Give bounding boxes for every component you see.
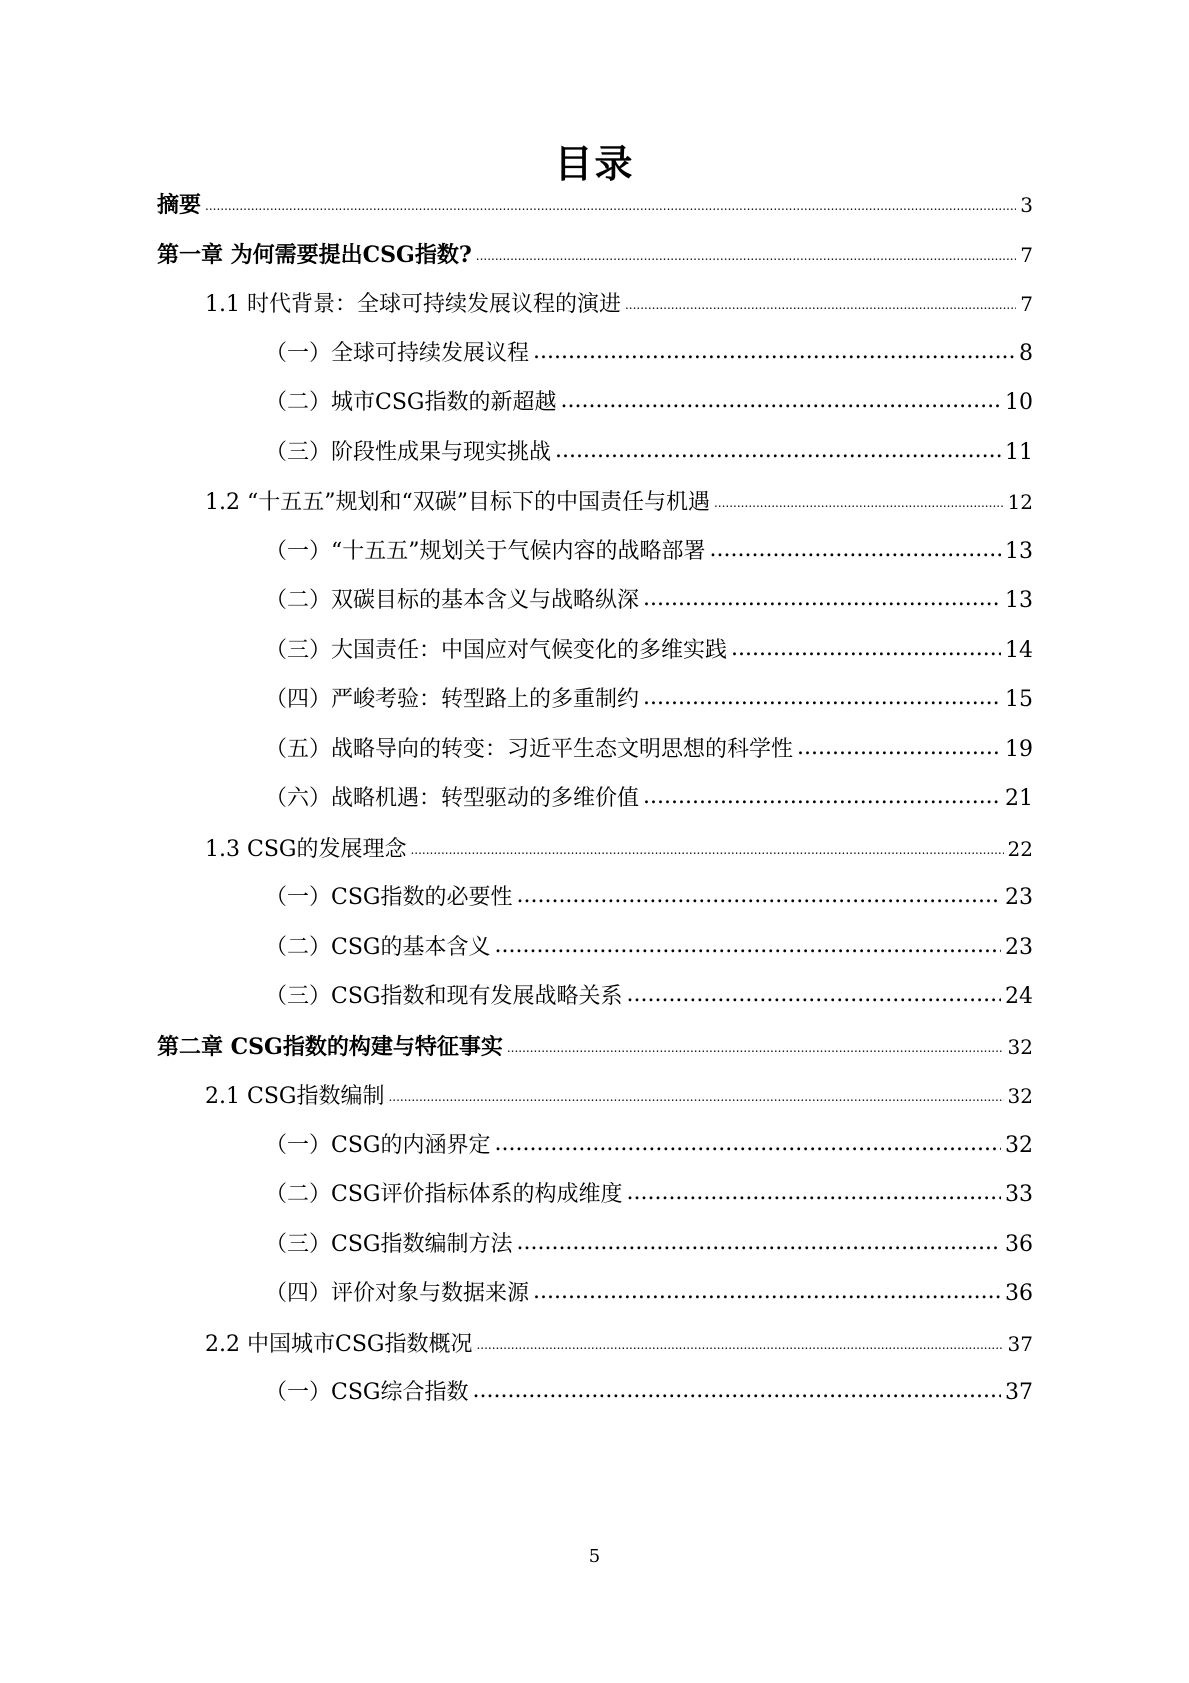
- toc-entry-level-3[interactable]: [265, 1129, 1033, 1163]
- toc-entry-level-3[interactable]: [265, 1178, 1033, 1212]
- toc-entry-label: （三）阶段性成果与现实挑战: [265, 439, 552, 465]
- dot-leader: [516, 879, 1001, 913]
- toc-entry-label: 摘要: [157, 192, 202, 218]
- toc-entry-page-number: 15: [1005, 687, 1033, 712]
- toc-entry-label: （二）城市CSG指数的新超越: [265, 390, 557, 415]
- dot-leader: [205, 189, 1016, 223]
- dot-leader: [643, 681, 1001, 715]
- toc-entry-label: 1.1 时代背景：全球可持续发展议程的演进: [205, 292, 621, 317]
- dot-leader: [560, 384, 1001, 418]
- toc-entry-label: （四）严峻考验：转型路上的多重制约: [265, 687, 640, 712]
- toc-entry-label: （一）CSG综合指数: [265, 1380, 469, 1405]
- toc-entry-level-3[interactable]: [265, 980, 1033, 1014]
- toc-title: 目录: [554, 141, 635, 186]
- page-number: 5: [588, 1546, 601, 1567]
- dot-leader: [643, 582, 1001, 616]
- toc-entry-level-2[interactable]: [205, 287, 1033, 321]
- toc-entry-level-3[interactable]: [265, 1228, 1033, 1262]
- toc-entry-label: （一）CSG指数的必要性: [265, 885, 513, 910]
- toc-entry-level-2[interactable]: [205, 832, 1033, 866]
- dot-leader: [710, 533, 1002, 567]
- toc-entry-page-number: 32: [1007, 1084, 1033, 1108]
- toc-entry-level-1[interactable]: [157, 1030, 1033, 1064]
- toc-entry-label: （一）全球可持续发展议程: [265, 340, 530, 366]
- toc-entry-level-3[interactable]: [265, 634, 1033, 668]
- toc-entry-page-number: 32: [1005, 1132, 1033, 1158]
- toc-entry-level-3[interactable]: [265, 386, 1033, 420]
- toc-entry-level-3[interactable]: [265, 1277, 1033, 1311]
- dot-leader: [533, 1275, 1001, 1309]
- toc-entry-page-number: 11: [1005, 439, 1033, 465]
- dot-leader: [516, 1226, 1001, 1260]
- toc-entry-level-3[interactable]: [265, 881, 1033, 915]
- toc-entry-page-number: 3: [1020, 193, 1033, 217]
- toc-entry-level-1[interactable]: [157, 238, 1033, 272]
- toc-entry-level-3[interactable]: [265, 782, 1033, 816]
- toc-entry-page-number: 23: [1005, 934, 1033, 960]
- toc-entry-label: （二）CSG的基本含义: [265, 934, 491, 960]
- toc-entry-page-number: 7: [1020, 242, 1033, 267]
- toc-entry-label: （二）双碳目标的基本含义与战略纵深: [265, 588, 640, 613]
- toc-entry-level-2[interactable]: [205, 1327, 1033, 1361]
- toc-entry-label: （一）CSG的内涵界定: [265, 1132, 491, 1158]
- toc-entry-level-3[interactable]: [265, 733, 1033, 767]
- toc-entry-page-number: 23: [1005, 885, 1033, 910]
- toc-entry-page-number: 36: [1005, 1231, 1033, 1257]
- toc-entry-page-number: 22: [1007, 836, 1033, 861]
- toc-entry-page-number: 37: [1005, 1380, 1033, 1405]
- dot-leader: [507, 1031, 1004, 1065]
- toc-entry-label: 2.1 CSG指数编制: [205, 1084, 385, 1109]
- dot-leader: [555, 434, 1001, 468]
- toc-entry-label: 2.2 中国城市CSG指数概况: [205, 1331, 473, 1357]
- toc-entry-label: （三）CSG指数和现有发展战略关系: [265, 984, 623, 1009]
- toc-entry-level-3[interactable]: [265, 1376, 1033, 1410]
- toc-entry-level-2[interactable]: [205, 1079, 1033, 1113]
- toc-entry-label: （二）CSG评价指标体系的构成维度: [265, 1182, 623, 1207]
- dot-leader: [626, 978, 1001, 1012]
- dot-leader: [625, 288, 1016, 322]
- toc-entry-level-3[interactable]: [265, 436, 1033, 470]
- dot-leader: [533, 335, 1015, 369]
- toc-entry-page-number: 8: [1019, 340, 1033, 366]
- toc-entry-label: 1.2 “十五五”规划和“双碳”目标下的中国责任与机遇: [205, 490, 710, 515]
- toc-entry-level-3[interactable]: [265, 535, 1033, 569]
- toc-entry-page-number: 21: [1005, 786, 1033, 811]
- dot-leader: [731, 632, 1001, 666]
- toc-entry-label: （一）“十五五”规划关于气候内容的战略部署: [265, 538, 706, 564]
- toc-entry-level-3[interactable]: [265, 584, 1033, 618]
- toc-entry-page-number: 32: [1007, 1034, 1033, 1059]
- dot-leader: [626, 1176, 1001, 1210]
- toc-entry-page-number: 10: [1005, 390, 1033, 415]
- toc-entry-level-2[interactable]: [205, 485, 1033, 519]
- dot-leader: [410, 833, 1003, 867]
- toc-entry-label: （三）大国责任：中国应对气候变化的多维实践: [265, 637, 728, 663]
- toc-entry-label: 第一章 为何需要提出CSG指数?: [157, 241, 472, 268]
- toc-entry-label: （六）战略机遇：转型驱动的多维价值: [265, 786, 640, 811]
- dot-leader: [476, 239, 1017, 273]
- toc-entry-page-number: 37: [1007, 1331, 1033, 1356]
- toc-entry-level-3[interactable]: [265, 931, 1033, 965]
- toc-entry-page-number: 19: [1005, 736, 1033, 762]
- dot-leader: [643, 780, 1001, 814]
- toc-entry-level-3[interactable]: [265, 683, 1033, 717]
- toc-entry-label: （四）评价对象与数据来源: [265, 1281, 530, 1306]
- dot-leader: [494, 1127, 1001, 1161]
- toc-entry-page-number: 7: [1020, 292, 1033, 316]
- toc-entry-label: （三）CSG指数编制方法: [265, 1231, 513, 1257]
- dot-leader: [388, 1080, 1003, 1114]
- toc-entry-level-1[interactable]: [157, 188, 1033, 222]
- toc-entry-page-number: 13: [1005, 538, 1033, 564]
- toc-entry-page-number: 12: [1007, 490, 1033, 514]
- dot-leader: [472, 1374, 1001, 1408]
- dot-leader: [494, 929, 1001, 963]
- toc-entry-label: 第二章 CSG指数的构建与特征事实: [157, 1033, 503, 1060]
- dot-leader: [476, 1328, 1003, 1362]
- toc-entry-level-3[interactable]: [265, 337, 1033, 371]
- dot-leader: [797, 731, 1001, 765]
- toc-entry-page-number: 13: [1005, 588, 1033, 613]
- toc-entry-page-number: 33: [1005, 1182, 1033, 1207]
- toc-entry-page-number: 14: [1005, 637, 1033, 663]
- toc-entry-label: （五）战略导向的转变：习近平生态文明思想的科学性: [265, 736, 794, 762]
- toc-entry-page-number: 24: [1005, 984, 1033, 1009]
- toc-entry-page-number: 36: [1005, 1281, 1033, 1306]
- toc-entry-label: 1.3 CSG的发展理念: [205, 836, 407, 862]
- dot-leader: [714, 486, 1004, 520]
